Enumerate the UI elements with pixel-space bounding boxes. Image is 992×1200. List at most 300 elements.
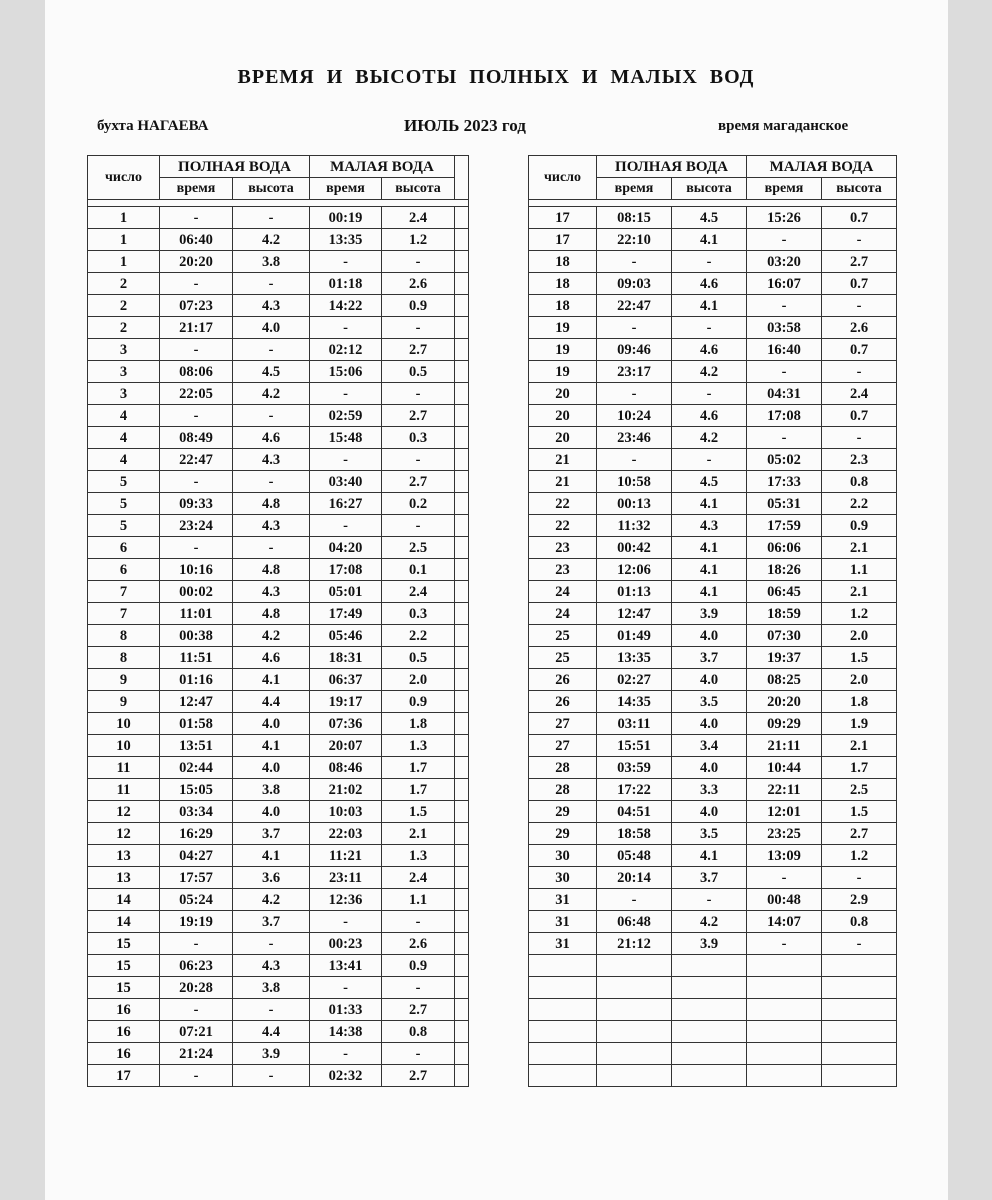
day-cell: 29 (529, 823, 597, 845)
day-cell: 14 (88, 911, 160, 933)
high-time-cell: - (160, 207, 233, 229)
day-cell: 3 (88, 383, 160, 405)
low-height-cell: 0.8 (382, 1021, 455, 1043)
high-time-cell: - (160, 537, 233, 559)
day-cell: 24 (529, 581, 597, 603)
high-height-cell: 3.8 (233, 779, 310, 801)
right-margin-cell (455, 156, 469, 200)
low-time-cell: 22:03 (310, 823, 382, 845)
high-height-cell: - (672, 251, 747, 273)
right-margin-cell (455, 559, 469, 581)
day-cell: 28 (529, 757, 597, 779)
high-height-cell: 3.9 (672, 933, 747, 955)
day-cell: 24 (529, 603, 597, 625)
low-time-cell: 13:35 (310, 229, 382, 251)
day-cell: 11 (88, 757, 160, 779)
low-height-cell: 0.3 (382, 603, 455, 625)
low-time-cell: 06:06 (747, 537, 822, 559)
low-time-cell: 19:37 (747, 647, 822, 669)
right-margin-cell (455, 977, 469, 999)
scan-border-right (948, 0, 992, 1200)
low-time-cell: - (310, 1043, 382, 1065)
day-cell: 25 (529, 647, 597, 669)
day-cell: 10 (88, 713, 160, 735)
day-cell: 15 (88, 977, 160, 999)
day-cell (529, 1043, 597, 1065)
low-time-cell: 16:07 (747, 273, 822, 295)
right-margin-cell (455, 669, 469, 691)
low-height-cell: 2.7 (382, 339, 455, 361)
low-height-cell: 2.1 (822, 537, 897, 559)
low-time-cell: 13:41 (310, 955, 382, 977)
table-row (529, 383, 897, 405)
high-time-header: время (597, 178, 672, 200)
tide-table-left (87, 155, 469, 1087)
right-margin-cell (455, 581, 469, 603)
right-margin-cell (455, 207, 469, 229)
day-cell: 6 (88, 559, 160, 581)
low-height-cell: 2.1 (382, 823, 455, 845)
high-time-cell: - (597, 383, 672, 405)
low-time-cell: 02:32 (310, 1065, 382, 1087)
low-height-cell: 2.5 (382, 537, 455, 559)
table-row (529, 691, 897, 713)
low-height-cell: 0.7 (822, 339, 897, 361)
high-time-cell: - (160, 999, 233, 1021)
low-time-cell: 15:26 (747, 207, 822, 229)
low-height-cell: 2.4 (382, 867, 455, 889)
high-height-cell: 4.3 (672, 515, 747, 537)
high-height-cell: - (233, 471, 310, 493)
low-height-cell: 2.7 (382, 999, 455, 1021)
right-margin-cell (455, 449, 469, 471)
table-row (88, 691, 469, 713)
high-height-header: высота (672, 178, 747, 200)
low-time-cell: - (310, 515, 382, 537)
high-time-cell: 20:20 (160, 251, 233, 273)
high-height-cell: 4.0 (672, 625, 747, 647)
low-height-cell: 2.4 (382, 581, 455, 603)
low-time-cell (747, 1043, 822, 1065)
low-time-cell: 05:31 (747, 493, 822, 515)
high-height-cell: 4.3 (233, 955, 310, 977)
high-height-cell: 4.5 (672, 207, 747, 229)
table-row (88, 977, 469, 999)
low-height-cell: 0.3 (382, 427, 455, 449)
low-time-cell: 00:19 (310, 207, 382, 229)
day-cell: 19 (529, 317, 597, 339)
table-row (529, 537, 897, 559)
right-margin-cell (455, 779, 469, 801)
day-cell: 12 (88, 823, 160, 845)
high-height-cell: 3.7 (233, 823, 310, 845)
low-height-cell: 1.7 (822, 757, 897, 779)
low-height-cell: - (822, 427, 897, 449)
high-time-cell: 11:51 (160, 647, 233, 669)
low-water-header: МАЛАЯ ВОДА (747, 156, 897, 178)
high-time-cell: 00:38 (160, 625, 233, 647)
low-height-cell: 2.1 (822, 581, 897, 603)
right-margin-cell (455, 845, 469, 867)
high-height-cell: - (233, 933, 310, 955)
table-row (88, 537, 469, 559)
high-height-cell: 3.6 (233, 867, 310, 889)
high-height-cell: - (672, 317, 747, 339)
high-time-cell: 14:35 (597, 691, 672, 713)
tide-rows-right (529, 207, 897, 1087)
low-time-cell: - (310, 449, 382, 471)
table-row (529, 625, 897, 647)
low-height-cell (822, 1065, 897, 1087)
table-row (529, 911, 897, 933)
right-margin-cell (455, 515, 469, 537)
high-height-cell: 3.9 (672, 603, 747, 625)
day-cell: 27 (529, 713, 597, 735)
low-time-cell: 04:20 (310, 537, 382, 559)
high-height-cell: 4.6 (233, 647, 310, 669)
low-time-cell: 17:49 (310, 603, 382, 625)
table-row (88, 911, 469, 933)
table-row (88, 515, 469, 537)
table-row (529, 933, 897, 955)
high-height-cell: 4.5 (233, 361, 310, 383)
low-time-cell: 20:20 (747, 691, 822, 713)
high-time-cell: 04:27 (160, 845, 233, 867)
right-margin-cell (455, 251, 469, 273)
table-row (88, 581, 469, 603)
table-row (529, 801, 897, 823)
day-cell: 10 (88, 735, 160, 757)
low-height-cell: 2.9 (822, 889, 897, 911)
low-height-cell: - (382, 449, 455, 471)
low-time-cell: 19:17 (310, 691, 382, 713)
high-height-cell: 4.4 (233, 1021, 310, 1043)
right-margin-cell (455, 955, 469, 977)
day-cell: 23 (529, 537, 597, 559)
low-height-cell: 0.7 (822, 273, 897, 295)
day-cell (529, 955, 597, 977)
right-margin-cell (455, 405, 469, 427)
high-time-cell: 05:24 (160, 889, 233, 911)
day-cell: 21 (529, 471, 597, 493)
low-height-cell: 1.2 (822, 603, 897, 625)
low-time-cell: 10:44 (747, 757, 822, 779)
high-time-cell: 21:17 (160, 317, 233, 339)
low-height-cell (822, 1043, 897, 1065)
right-margin-cell (455, 537, 469, 559)
day-cell (529, 999, 597, 1021)
high-time-cell: 22:05 (160, 383, 233, 405)
low-time-cell: 00:23 (310, 933, 382, 955)
low-time-cell: 14:07 (747, 911, 822, 933)
table-row (88, 823, 469, 845)
low-time-cell: 11:21 (310, 845, 382, 867)
low-time-cell: 05:46 (310, 625, 382, 647)
low-time-cell: 14:38 (310, 1021, 382, 1043)
high-time-cell: 22:47 (160, 449, 233, 471)
high-water-header: ПОЛНАЯ ВОДА (597, 156, 747, 178)
day-cell: 27 (529, 735, 597, 757)
right-margin-cell (455, 383, 469, 405)
high-time-cell: - (160, 471, 233, 493)
low-time-cell: 05:02 (747, 449, 822, 471)
high-time-cell: 23:24 (160, 515, 233, 537)
table-row (88, 1043, 469, 1065)
low-time-cell: 12:01 (747, 801, 822, 823)
high-time-cell: 15:51 (597, 735, 672, 757)
right-margin-cell (455, 867, 469, 889)
low-height-cell: 0.7 (822, 207, 897, 229)
table-row (88, 647, 469, 669)
high-height-cell: 4.0 (233, 713, 310, 735)
low-height-cell: 1.8 (822, 691, 897, 713)
low-time-cell: 03:58 (747, 317, 822, 339)
high-height-cell: 4.3 (233, 581, 310, 603)
table-row (88, 449, 469, 471)
table-row (88, 559, 469, 581)
low-time-cell (747, 1021, 822, 1043)
table-row (529, 647, 897, 669)
low-time-cell: - (747, 229, 822, 251)
day-cell: 30 (529, 845, 597, 867)
low-height-cell: 2.6 (382, 273, 455, 295)
low-time-cell: 01:33 (310, 999, 382, 1021)
high-time-cell (597, 1065, 672, 1087)
high-time-cell: 02:27 (597, 669, 672, 691)
table-row (88, 361, 469, 383)
day-cell: 7 (88, 603, 160, 625)
high-time-cell: 09:33 (160, 493, 233, 515)
table-row (529, 493, 897, 515)
low-time-cell: 13:09 (747, 845, 822, 867)
low-height-cell (822, 999, 897, 1021)
low-time-cell: 03:40 (310, 471, 382, 493)
table-row (88, 625, 469, 647)
table-row (88, 603, 469, 625)
table-row (88, 251, 469, 273)
low-height-cell (822, 977, 897, 999)
low-water-header: МАЛАЯ ВОДА (310, 156, 455, 178)
high-time-cell: 21:24 (160, 1043, 233, 1065)
day-cell: 6 (88, 537, 160, 559)
day-cell: 22 (529, 515, 597, 537)
high-time-cell: 12:06 (597, 559, 672, 581)
page-title: ВРЕМЯ И ВЫСОТЫ ПОЛНЫХ И МАЛЫХ ВОД (237, 66, 755, 88)
high-height-cell: 4.1 (672, 537, 747, 559)
high-height-cell: 4.0 (672, 757, 747, 779)
high-height-cell: 4.2 (672, 427, 747, 449)
high-time-cell: - (160, 405, 233, 427)
table-row (529, 757, 897, 779)
high-time-cell: 20:28 (160, 977, 233, 999)
day-cell: 4 (88, 427, 160, 449)
low-time-cell: 21:11 (747, 735, 822, 757)
low-height-cell: 1.7 (382, 779, 455, 801)
high-height-cell: 4.3 (233, 515, 310, 537)
day-cell: 9 (88, 691, 160, 713)
low-time-cell: 12:36 (310, 889, 382, 911)
low-height-cell: - (822, 933, 897, 955)
low-height-cell: 1.5 (822, 801, 897, 823)
low-time-cell: - (310, 977, 382, 999)
right-margin-cell (455, 361, 469, 383)
high-time-cell: 01:16 (160, 669, 233, 691)
day-cell: 20 (529, 405, 597, 427)
high-height-cell (672, 977, 747, 999)
table-row (529, 251, 897, 273)
high-time-cell: - (160, 339, 233, 361)
day-cell: 7 (88, 581, 160, 603)
high-height-cell: 3.8 (233, 977, 310, 999)
low-height-cell: - (382, 911, 455, 933)
low-time-cell: 22:11 (747, 779, 822, 801)
high-time-cell: 22:47 (597, 295, 672, 317)
high-time-cell: 03:11 (597, 713, 672, 735)
high-time-cell: - (597, 317, 672, 339)
high-height-cell: 4.1 (672, 559, 747, 581)
table-row (88, 405, 469, 427)
high-time-cell: 00:42 (597, 537, 672, 559)
table-row (88, 1021, 469, 1043)
high-height-cell: - (233, 999, 310, 1021)
day-cell: 15 (88, 955, 160, 977)
low-time-cell (747, 999, 822, 1021)
low-height-cell: 1.5 (382, 801, 455, 823)
day-cell: 31 (529, 933, 597, 955)
low-time-cell: 03:20 (747, 251, 822, 273)
high-time-cell: 17:22 (597, 779, 672, 801)
high-height-cell (672, 999, 747, 1021)
low-time-cell: - (310, 251, 382, 273)
high-height-cell: 4.1 (233, 669, 310, 691)
high-height-cell: 4.0 (233, 317, 310, 339)
high-time-cell: 10:24 (597, 405, 672, 427)
high-time-cell: 19:19 (160, 911, 233, 933)
low-height-cell: - (822, 229, 897, 251)
day-cell: 9 (88, 669, 160, 691)
day-cell: 16 (88, 999, 160, 1021)
high-height-cell (672, 1065, 747, 1087)
low-height-cell: 2.2 (382, 625, 455, 647)
right-margin-cell (455, 317, 469, 339)
table-row (529, 471, 897, 493)
high-time-cell: 01:58 (160, 713, 233, 735)
low-height-cell: 1.2 (382, 229, 455, 251)
low-height-cell: 0.5 (382, 647, 455, 669)
timezone-label: время магаданское (718, 118, 849, 134)
low-time-cell: 17:08 (747, 405, 822, 427)
low-height-cell: 0.8 (822, 471, 897, 493)
high-time-cell: 22:10 (597, 229, 672, 251)
low-time-cell: 23:25 (747, 823, 822, 845)
high-height-cell: 4.3 (233, 295, 310, 317)
tide-rows-left (88, 207, 469, 1087)
high-height-cell: 4.8 (233, 603, 310, 625)
right-margin-cell (455, 603, 469, 625)
high-time-cell (597, 1043, 672, 1065)
table-row (529, 779, 897, 801)
table-row (88, 1065, 469, 1087)
high-height-cell: 4.0 (672, 713, 747, 735)
high-time-cell: 13:35 (597, 647, 672, 669)
low-time-cell: - (747, 295, 822, 317)
high-time-cell: 02:44 (160, 757, 233, 779)
high-height-cell: - (233, 1065, 310, 1087)
scan-border-left (0, 0, 45, 1200)
low-height-cell: 2.7 (382, 471, 455, 493)
low-height-cell: 2.6 (382, 933, 455, 955)
location-label: бухта НАГАЕВА (97, 118, 209, 134)
day-cell: 23 (529, 559, 597, 581)
low-time-cell: 09:29 (747, 713, 822, 735)
low-height-cell: - (382, 317, 455, 339)
high-height-cell: 4.2 (233, 229, 310, 251)
table-row (529, 603, 897, 625)
high-time-cell: 12:47 (160, 691, 233, 713)
right-margin-cell (455, 889, 469, 911)
right-margin-cell (455, 911, 469, 933)
low-height-cell: 2.7 (382, 1065, 455, 1087)
table-row (88, 713, 469, 735)
high-time-cell: 00:13 (597, 493, 672, 515)
table-row (88, 735, 469, 757)
high-height-cell: 4.8 (233, 493, 310, 515)
low-time-cell: - (310, 383, 382, 405)
low-height-cell: - (822, 867, 897, 889)
day-cell: 31 (529, 889, 597, 911)
table-row (529, 317, 897, 339)
day-column-header: число (529, 156, 597, 200)
table-row (529, 295, 897, 317)
high-time-cell: 06:23 (160, 955, 233, 977)
high-height-cell (672, 1021, 747, 1043)
high-height-cell: 3.3 (672, 779, 747, 801)
high-height-cell: 4.1 (233, 735, 310, 757)
high-height-cell: 4.6 (672, 339, 747, 361)
table-row (529, 449, 897, 471)
low-height-cell: 2.4 (382, 207, 455, 229)
day-cell: 22 (529, 493, 597, 515)
low-time-cell: 06:45 (747, 581, 822, 603)
day-cell: 29 (529, 801, 597, 823)
header-gap (529, 200, 897, 207)
high-height-cell: 4.4 (233, 691, 310, 713)
table-row (529, 405, 897, 427)
high-time-cell: - (160, 1065, 233, 1087)
day-cell: 3 (88, 339, 160, 361)
high-height-header: высота (233, 178, 310, 200)
day-cell: 12 (88, 801, 160, 823)
right-margin-cell (455, 625, 469, 647)
low-height-cell: 1.5 (822, 647, 897, 669)
low-height-cell: 1.9 (822, 713, 897, 735)
day-cell: 2 (88, 317, 160, 339)
day-cell: 26 (529, 669, 597, 691)
high-time-cell: 03:34 (160, 801, 233, 823)
high-time-cell: 07:23 (160, 295, 233, 317)
low-time-cell: 02:12 (310, 339, 382, 361)
day-cell: 18 (529, 273, 597, 295)
low-height-cell: 0.5 (382, 361, 455, 383)
high-height-cell: - (672, 383, 747, 405)
table-row (88, 317, 469, 339)
table-row (529, 823, 897, 845)
low-time-cell: 08:46 (310, 757, 382, 779)
table-row (529, 273, 897, 295)
low-time-cell: 21:02 (310, 779, 382, 801)
high-time-cell (597, 955, 672, 977)
table-row (529, 1065, 897, 1087)
